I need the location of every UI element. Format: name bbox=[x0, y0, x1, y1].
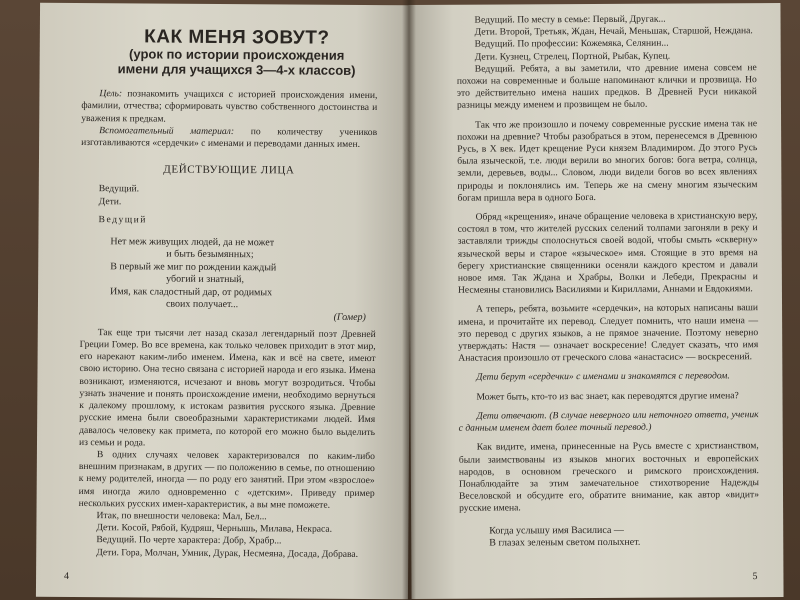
materials-paragraph bbox=[81, 125, 377, 151]
right-line-4: Дети. Кузнец, Стрелец, Портной, Рыбак, Купец. bbox=[474, 50, 671, 63]
right-line-1: Ведущий. По месту в семье: Первый, Другак... bbox=[474, 13, 666, 26]
right-paragraph-6: Так что же произошло и почему современные русские имена так не похожи на древние? Чтобы разобраться в этом, перенесемся в Древнюю Русь, в X век. Идет крещение Руси князем Владимиром. До этого Русь была языческой, т.е. люди верили во многих богов: бога ветра, солнца, земли, деревьев, воды... Словом, люди видели богов во всех явлениях природы и поклонялись им. Теперь же на смену многим языческим богам пришла вера в одного Бога. bbox=[457, 117, 758, 204]
goal-text: познакомить учащихся с историей происхождения имени, фамилии, отчества; сформировать чувство собственного достоинства и уважения к предкам. bbox=[81, 88, 378, 125]
page-number-left: 4 bbox=[64, 570, 70, 582]
left-page bbox=[36, 3, 412, 600]
poem-line-4: убогий и знатный, bbox=[166, 273, 245, 286]
speaker-label: Ведущий bbox=[98, 213, 147, 226]
subtitle bbox=[96, 46, 378, 78]
right-page bbox=[408, 3, 783, 599]
dialogue-line-2: Ведущий. По черте характера: Добр, Храбр... bbox=[96, 534, 282, 547]
materials-label: Вспомогательный материал: bbox=[99, 124, 235, 137]
cast-item-host: Ведущий. bbox=[98, 183, 140, 195]
right-paragraph-5: Ведущий. Ребята, а вы заметили, что древние имена совсем не похожи на современные и больше напоминают клички и прозвища. Но это действительно имена наших предков. В Древней Руси никакой разницы между именем и прозвищем не было. bbox=[456, 61, 757, 112]
subtitle-line-1: (урок по истории происхождения bbox=[129, 46, 345, 64]
verse bbox=[489, 524, 759, 550]
stage-direction-1: Дети берут «сердечки» с именами и знакомятся с переводом. bbox=[476, 370, 730, 384]
book-spine-shadow bbox=[402, 0, 416, 600]
poem-attribution: (Гомер) bbox=[333, 312, 366, 324]
body-paragraph-1: Так еще три тысячи лет назад сказал легендарный поэт Древней Греции Гомер. Во все времена, как только человек приходит в этот мир, его нарекают каким-либо именем. Имена, как и всё на свете, имеют свою историю. Она тесно связана с историей народа и его языка. Имена возникают, изменяются, исчезают и вновь могут возродиться. Чтобы узнать значение и понять происхождение имени, необходимо вернуться к далекому прошлому, к истокам развития русского языка. Древние русские имена были своеобразными характеристиками людей. Имя давалось человеку как примета, по которой его можно было выделить из семьи и рода. bbox=[78, 326, 376, 449]
right-paragraph-7: Обряд «крещения», иначе обращение человека в христианскую веру, состоял в том, что жителей русских селений толпами загоняли в реку и заставляли трижды сполоснуться своей водой, чтобы смыть «скверну» языческой веры и старое «языческое» имя. Стоящие в это время на берегу христианские священники осеняли каждого крестом и давали новое имя. Так Ждана и Храбры, Волки и Лебеди, Прекрасны и Несмеяны становились Василиями и Кириллами, Аннами и Евдокиями. bbox=[457, 210, 758, 296]
cast-item-children: Дети. bbox=[98, 195, 122, 207]
body-paragraph-2: В одних случаях человек характеризовался по каким-либо внешним признакам, в других — по положению в семье, по отношению к нему родителей, иногда — по роду его занятий. При этом «взрослое» имя иногда жило одновременно с «детским». Приведу пример нескольких русских имен-характеристик, а вы мне поможете. bbox=[78, 449, 375, 511]
subtitle-line-2: имени для учащихся 3—4-х классов) bbox=[117, 61, 356, 79]
verse-line-2: В глазах зеленым светом полыхнет. bbox=[489, 536, 641, 549]
poem-line-2: и быть безымянных; bbox=[166, 249, 254, 261]
goal-label: Цель: bbox=[99, 88, 123, 100]
page-title: КАК МЕНЯ ЗОВУТ? bbox=[144, 26, 330, 49]
cast-heading: ДЕЙСТВУЮЩИЕ ЛИЦА bbox=[163, 163, 295, 177]
poem-line-3: В первый же миг по рождении каждый bbox=[110, 261, 277, 274]
materials-text: по количеству учеников изготавливаются «сердечки» с именами и переводами данных имен. bbox=[81, 125, 378, 150]
poem bbox=[110, 236, 377, 325]
verse-line-1: Когда услышу имя Василиса — bbox=[489, 524, 624, 537]
dialogue-line-3: Дети. Гора, Молчан, Умник, Дурак, Несмеяна, Досада, Добрава. bbox=[96, 546, 359, 560]
right-paragraph-9: Как видите, имена, принесенные на Русь вместе с христианством, были заимствованы из языков многих восточных и европейских народов, в основном греческого и римского происхождения. Понаблюдайте за этим замечательное стихотворение Надежды Веселовской и обсудите его, обратите внимание, как автор «видит» русские имена. bbox=[458, 440, 760, 515]
right-paragraph-8: А теперь, ребята, возьмите «сердечки», на которых написаны ваши имена, и прочитайте их перевод. Следует помнить, что наши имена — это перевод с других языков, а не прямое значение. Поэтому неверно утверждать: Настя — означает воскресение! Следует сказать, что имя Анастасия произошло от греческого слова «анастасис» — воскресений. bbox=[458, 302, 759, 365]
goal-paragraph bbox=[81, 88, 377, 127]
dialogue-line-1: Дети. Косой, Рябой, Кудряш, Чернышь, Милава, Некраса. bbox=[96, 522, 333, 535]
right-line-3: Ведущий. По профессии: Кожемяка, Селянин... bbox=[474, 38, 669, 51]
page-number-right: 5 bbox=[752, 570, 758, 582]
stage-direction-2: Может быть, кто-то из вас знает, как переводятся другие имена? bbox=[476, 389, 739, 403]
poem-line-6: своих получает... bbox=[165, 298, 239, 311]
poem-line-1: Нет меж живущих людей, да не может bbox=[110, 236, 275, 249]
right-line-2: Дети. Второй, Третьяк, Ждан, Нечай, Меньшак, Старшой, Неждана. bbox=[474, 25, 753, 38]
poem-line-5: Имя, как сладостный дар, от родимых bbox=[110, 285, 273, 298]
body-paragraph-3: Итак, по внешности человека: Мал, Бел... bbox=[96, 510, 267, 523]
stage-direction-3: Дети отвечают. (В случае неверного или неточного ответа, ученик с данным именем дает более точный перевод.) bbox=[458, 409, 759, 434]
